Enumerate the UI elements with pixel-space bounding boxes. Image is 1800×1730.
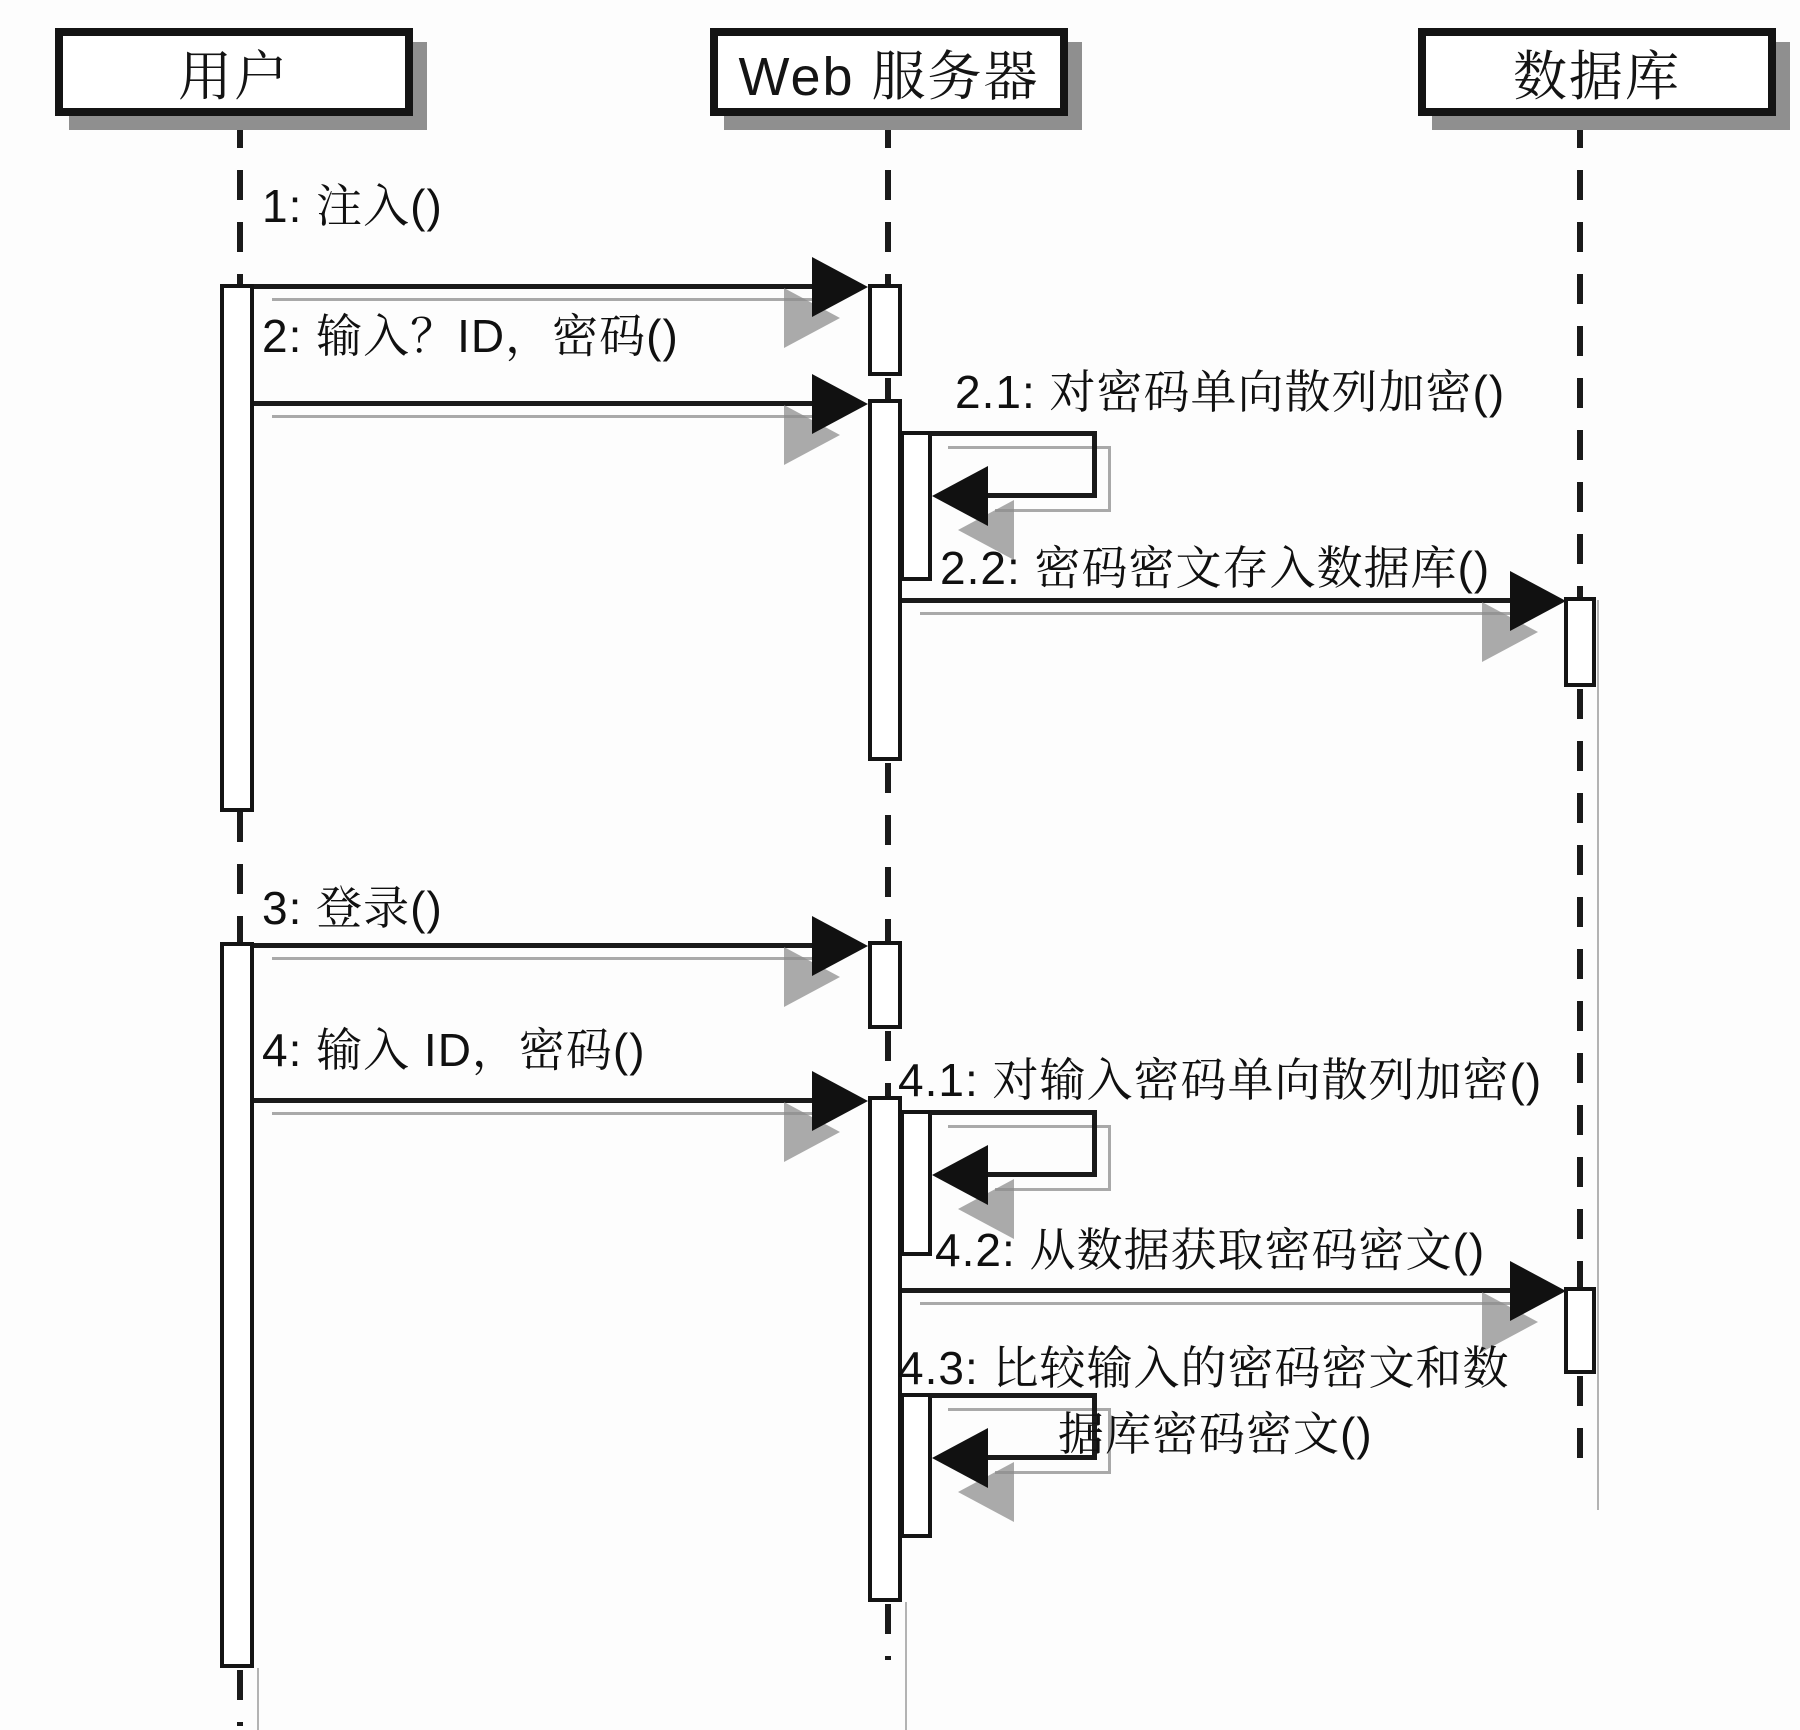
arrowhead-right-icon [812, 1071, 868, 1131]
arrowhead-right-icon [812, 257, 868, 317]
self-call-2-1-return [984, 493, 1097, 498]
message-label-4-3: 4.3: 比较输入的密码密文和数 [898, 1342, 1510, 1394]
scan-echo-line [948, 446, 1110, 449]
scan-ghost-line [905, 1602, 907, 1730]
activation-db-1 [1564, 597, 1596, 687]
activation-user-2 [220, 942, 254, 1668]
lifeline-database [1577, 689, 1583, 1287]
message-label-4-1: 4.1: 对输入密码单向散列加密() [898, 1054, 1543, 1106]
scan-ghost-line [1597, 600, 1599, 1510]
arrowhead-left-icon [932, 1428, 988, 1488]
scan-echo-line [920, 612, 1534, 615]
scan-echo-line [272, 957, 836, 960]
message-label-1: 1: 注入() [262, 180, 443, 232]
self-call-4-1-right [1092, 1110, 1097, 1177]
message-arrow-4 [254, 1098, 814, 1103]
self-call-2-1-right [1092, 431, 1097, 498]
arrowhead-left-icon [932, 466, 988, 526]
lifeline-database [1577, 1376, 1583, 1462]
actor-box-database [1418, 28, 1776, 116]
actor-label-user: 用户 [178, 46, 290, 107]
lifeline-webserver [885, 763, 891, 941]
self-call-2-1-top [930, 431, 1097, 436]
actor-label-database: 数据库 [1513, 46, 1681, 107]
lifeline-webserver [885, 378, 891, 400]
message-arrow-2-2 [902, 598, 1512, 603]
message-label-2-1: 2.1: 对密码单向散列加密() [955, 366, 1506, 418]
self-call-4-1-top [930, 1110, 1097, 1115]
actor-box-webserver [710, 28, 1068, 116]
activation-web-self-4-1 [900, 1110, 932, 1256]
lifeline-webserver [885, 1604, 891, 1660]
scan-echo-line [272, 1112, 836, 1115]
message-label-4-3-line2: 据库密码密文() [1058, 1408, 1373, 1460]
activation-user-1 [220, 284, 254, 812]
scan-echo-line [1108, 446, 1111, 511]
lifeline-webserver [885, 1031, 891, 1096]
lifeline-webserver [885, 118, 891, 284]
scan-echo-line [948, 1125, 1110, 1128]
scan-echo-line [272, 415, 836, 418]
arrowhead-right-icon [812, 916, 868, 976]
arrowhead-right-icon [812, 374, 868, 434]
message-label-2-2: 2.2: 密码密文存入数据库() [940, 542, 1491, 594]
activation-web-msg2 [868, 399, 902, 761]
activation-web-self-4-3 [900, 1393, 932, 1538]
lifeline-user [237, 1670, 243, 1726]
self-call-4-1-return [984, 1172, 1097, 1177]
activation-web-msg4 [868, 1096, 902, 1602]
message-arrow-1 [254, 284, 814, 289]
lifeline-user [237, 812, 243, 942]
actor-label-webserver: Web 服务器 [738, 46, 1040, 107]
activation-web-msg3 [868, 941, 902, 1029]
message-label-4-2: 4.2: 从数据获取密码密文() [935, 1224, 1486, 1276]
arrowhead-left-icon [932, 1145, 988, 1205]
arrowhead-right-icon [1510, 1261, 1566, 1321]
scan-echo-line [920, 1302, 1534, 1305]
message-arrow-2 [254, 401, 814, 406]
scan-ghost-line [257, 1668, 259, 1730]
activation-web-self-2-1 [900, 431, 932, 581]
lifeline-database [1577, 118, 1583, 597]
message-label-2: 2: 输入？ID，密码() [262, 310, 679, 362]
arrowhead-right-icon [1510, 571, 1566, 631]
actor-box-user [55, 28, 413, 116]
message-label-3: 3: 登录() [262, 882, 443, 934]
message-arrow-4-2 [902, 1288, 1512, 1293]
message-arrow-3 [254, 943, 814, 948]
message-label-4: 4: 输入 ID，密码() [262, 1024, 646, 1076]
activation-db-2 [1564, 1287, 1596, 1374]
scan-echo-line [1108, 1125, 1111, 1190]
lifeline-user [237, 118, 243, 284]
activation-web-msg1 [868, 284, 902, 376]
